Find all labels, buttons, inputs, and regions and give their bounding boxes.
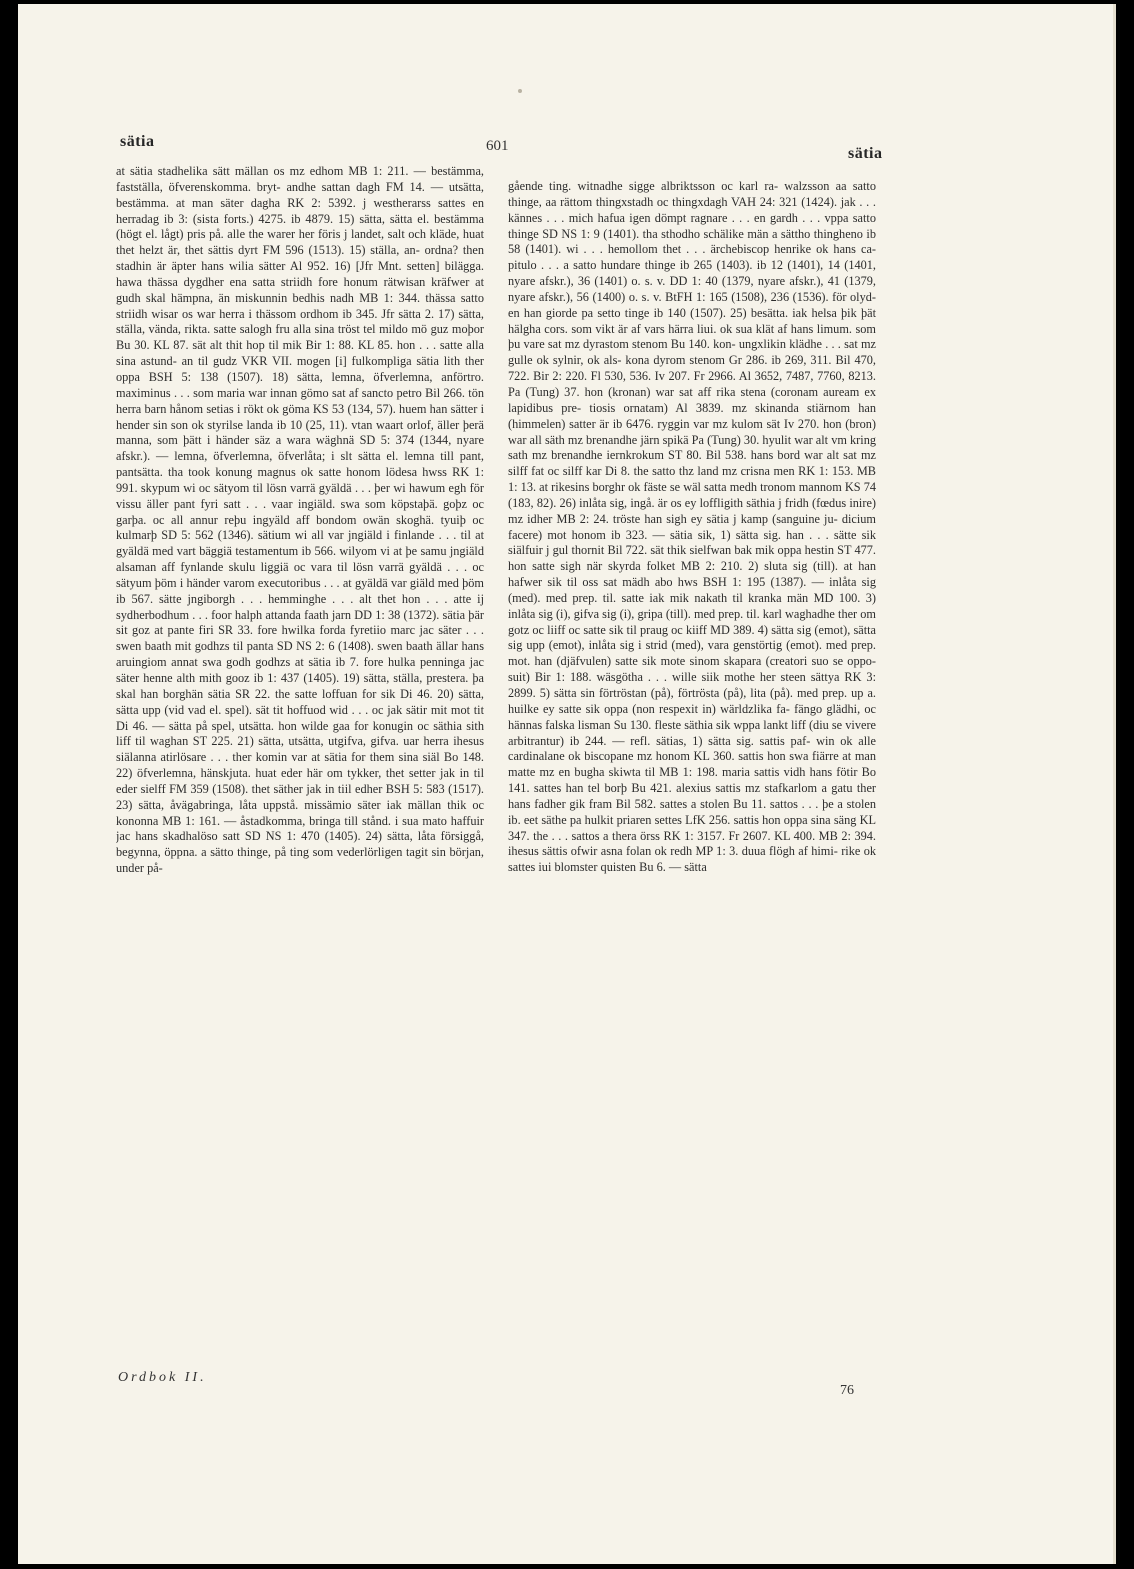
- scan-speck: [518, 89, 522, 93]
- page-edge: [1113, 4, 1116, 1564]
- dictionary-page: [18, 4, 1116, 1564]
- right-column-text: gående ting. witnadhe sigge albriktsson oc karl ra- walzsson aa satto thinge, aa rättom thingxstadh oc thingxdagh VAH 24: 321 (1424). jak . . . kännes . . . mich hafua igen dömpt ragnare . . . en gardh . . . vppa satto thinge SD NS 1: 9 (1401). tha sthodho schälike män a sättho thingheno ib 58 (1401). wi . . . hemollom thet . . . ärchebiscop henrike ok hans ca- pitulo . . . a satto hundare thinge ib 265 (1403). ib 12 (1401), 14 (1401, nyare afskr.), 36 (1401) o. s. v. DD 1: 40 (1379, nyare afskr.), 41 (1379, nyare afskr.), 56 (1400) o. s. v. BtFH 1: 165 (1508), 236 (1536). för olyd- en han giorde pa setto tinge ib 140 (1507). 25) besätta. iak helsa þik þät hälgha cors. som vikt är af vars härra liui. ok sua klät af hans limum. som þu vare sat mz dyrastom stenom Bu 140. kon- ungxlikin klädhe . . . sat mz gulle ok sylnir, ok als- kona dyrom stenom Gr 286. ib 269, 311. Bil 470, 722. Bir 2: 220. Fl 530, 536. Iv 207. Fr 2966. Al 3652, 7487, 7760, 8213. Pa (Tung) 37. hon (kronan) war sat aff rika stena (coronam auream ex lapidibus pre- tiosis ornatam) Al 3839. mz skinanda stiärnom han (himmelen) satter är ib 6476. ryggin var mz kulom sät Iv 270. hon (bron) war all säth mz brenandhe järn spikä Pa (Tung) 30. hyulit war alt vm kring sath mz brenandhe iernkrokum ST 80. Bil 538. hans bord war alt sat mz silff fat oc silff kar Di 8. the satto thz land mz crisna men RK 1: 153. MB 1: 13. at rikesins borghr ok fäste se wäl satta medh tronom mannom KS 74 (183, 82). 26) inlåta sig, ingå. är os ey loffligith säthia j fridh (fœdus inire) mz idher MB 2: 24. tröste han sigh ey sätia j kamp (sanguine ju- dicium facere) mot honom ib 323. — sätia sik, 1) sätta sig. han . . . sätte sik siälfuir j gul thornit Bil 722. sät thik sielfwan bak mik oppa hestin ST 477. hon satte sigh när skyrda folket MB 2: 210. 2) sluta sig (till). at han hafwer sik til oss sat mädh abo hws BSH 1: 195 (1387). — inlåta sig (med). med prep. til. satte iak mik nakath til kranka män MD 100. 3) inlåta sig (i), gifva sig (i), gripa (till). med prep. til. karl waghadhe ther om gotz oc liiff oc satte sik til praug oc kiiff MD 389. 4) sätta sig (emot), sätta sig upp (emot), inlåta sig i strid (med), vara genstörtig (emot). med prep. mot. han (djäfvulen) satte sik mote sinom skapara (creatori suo se oppo- suit) Bir 1: 188. wäsgötha . . . wille siik mothe her steen sättya RK 3: 2899. 5) sätta sin förtröstan (på), förtrösta (på), lita (på). med prep. up a. huilke ey satte sik oppa (non respexit in) wärldzlika fa- fängo glädhi, oc hännas falska lisman Su 130. fleste säthia sik wppa lankt liff (diu se vivere arbitrantur) ib 244. — refl. sätias, 1) sätta sig. sattis paf- win ok alle cardinalane ok biscopane mz honom KL 360. sattis hon swa fiärre at man matte mz en bugha skiwta til MB 1: 198. maria sattis vidh hans fötir Bo 141. sattes han tel borþ Bu 421. alexius sattis mz stafkarlom a gatu ther hans fadher gik fram Bil 582. sattes a stolen Bu 11. sattos . . . þe a stolen ib. eet säthe pa hulkit priaren settes LfK 256. sattis hon oppa sina säng KL 347. the . . . sattos a thera örss RK 1: 3157. Fr 2607. KL 400. MB 2: 394. ihesus sättis ofwir asna folan ok redh MP 1: 3. duua flögh af himi- rike ok sattes iui blomster quisten Bu 6. — sätta: [508, 179, 876, 875]
- header-right-word: sätia: [848, 145, 883, 162]
- footer-sheet-number: 76: [840, 1383, 854, 1398]
- page-number: 601: [486, 138, 509, 154]
- header-left-word: sätia: [120, 133, 155, 150]
- left-column: [116, 164, 484, 1384]
- footer-signature: Ordbok II.: [118, 1370, 207, 1385]
- right-column: [508, 179, 876, 1359]
- left-column-text: at sätia stadhelika sätt mällan os mz edhom MB 1: 211. — bestämma, fastställa, öfverenskomma. bryt- andhe sattan dagh FM 14. — utsätta, bestämma. at man säter dagha RK 2: 5392. j westherarss sattes en herradag ib 3: (sista forts.) 4275. ib 4879. 15) sätta, sätta el. bestämma (högt el. lågt) pris på. alle the warer her föris j landet, salt och kläde, huat thet helzt är, thet sättis dyrt FM 596 (1513). 15) ställa, an- ordna? then stadhin är äpter hans wilia sätter Al 952. 16) [Jfr Mnt. setten] bilägga. hawa thässa dygdher ena satta striidh fore honum rätwisan kräfwer at gudh skal hämpna, än miskunnin bedhis nadh MB 1: 344. thässa satto striidh wisar os war herra i thässom ordhom ib 345. Jfr sätta 2. 17) sätta, ställa, vända, rikta. satte salogh fru alla sina tröst tel mildo mö guz moþor Bu 30. KL 87. sät alt thit hop til mik Bir 1: 88. KL 85. hon . . . satte alla sina astund- an til gudz VKR VII. mogen [i] fulkompliga sätia lith ther oppa BSH 5: 138 (1507). 18) sätta, lemna, öfverlemna, anförtro. maximinus . . . som maria war innan gömo sat af sancto petro Bil 266. tön herra barn hånom setias i rökt ok göma KS 53 (134, 57). huem han sätter i hender sin son ok styrilse landa ib 10 (25, 11). vtan waart orlof, äller þerä manna, som þätt i händer säz a wara wäghnä SD 5: 374 (1344, nyare afskr.). — lemna, öfverlemna, öfverlåta; i slt sätta el. lemna till pant, pantsätta. tha took konung magnus ok satte honom lödesa hwss RK 1: 991. skypum wi oc sätyom til lösn varrä gyäldä . . . þer wi hawum egh för vissu äller pant fyri satt . . . vaar ingiäld. swa som köpstaþä. goþz oc garþa. oc all annur reþu ingyäld aff bondom owän skoghä. tyuiþ oc kulmarþ SD 5: 562 (1346). sätium wi all var jngiäld i finlande . . . til at gyäldä med vart bäggiä testamentum ib 566. wilyom vi at þe samu jngiäld alsaman aff fynlande skulu liggiä oc vara til lösn varrä gyäldä . . . oc sätyum þöm i händer varom executoribus . . . at gyäldä var giäld med þöm ib 567. sätte jngiborgh . . . hemminghe . . . alt thet hon . . . atte ij sydherbodhum . . . foor halph attanda faath jarn DD 1: 38 (1372). sätia þär sit goz at pante firi SR 33. fore hwilka forda fyretiio marc jac säter . . . swen baath mit godhzs til panta SD NS 2: 6 (1408). swen baath ällar hans aruingiom annat swa godh godhzs at sätia ib 7. fore hulka penninga jac säter henne alth mith gooz ib 1: 437 (1405). 19) sätta, ställa, prestera. þa skal han borghän sätia SR 22. the satte loffuan for sik Di 46. 20) sätta, sätta upp (vid vad el. spel). sät tit hoffuod wid . . . oc jak sätir mit mot tit Di 46. — sätta på spel, utsätta. hon wilde gaa for konugin oc säthia sith liff til waghan ST 225. 21) sätta, utsätta, utgifva, gifva. uar herra ihesus siälanna atirlösare . . . ther komin var at sätia for them sina siäl Bo 148. 22) öfverlemna, hänskjuta. huat eder här om tykker, thet setter jak in til eder sielff FM 359 (1508). thet säther jak in tiil edher BSH 5: 583 (1517). 23) sätta, åvägabringa, låta uppstå. missämio säter iak mällan thik oc kononna MB 1: 161. — åstadkomma, bringa till stånd. i sua mato haffuir jac hans skadhalöso satt SD NS 1: 470 (1405). 24) sätta, låta försiggå, begynna, öppna. a sätto thinge, på ting som vederlörligen tagit sin början, under på-: [116, 164, 484, 876]
